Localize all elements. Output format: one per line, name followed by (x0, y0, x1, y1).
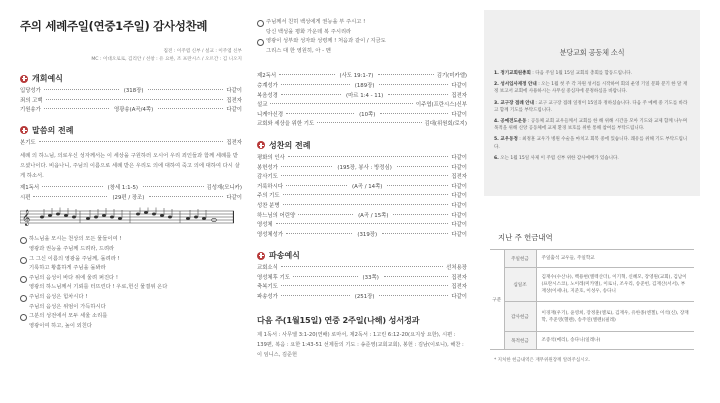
reading-rows (20, 184, 242, 203)
offering-title: 지난 주 헌금내역 (498, 233, 553, 242)
row-label: 영성체성가 (257, 231, 284, 238)
row-leader: 집전자 (451, 174, 467, 181)
notice-label: 4. 공예전도운동 (494, 119, 527, 125)
liturgy-row (257, 173, 467, 183)
row-detail: (251장) (354, 294, 375, 301)
psalm-verse: 주님의 음성은 힘차시다 ! (20, 293, 242, 303)
psalm-verse: 주님의 음성은 위엄이 가득하시다 (29, 303, 106, 310)
dot-leader (149, 196, 223, 197)
notice-label: 2. 성서입사재정 안내 (494, 82, 537, 88)
dismissal-rows (257, 264, 467, 302)
svg-text:𝄞: 𝄞 (22, 210, 31, 227)
dot-leader (317, 122, 421, 123)
dot-leader (281, 266, 443, 267)
row-label: 제1독서 (20, 185, 40, 192)
row-detail: (A곡 / 15쪽) (358, 212, 389, 219)
row-detail: (A곡 / 14쪽) (352, 183, 383, 190)
dot-leader (397, 166, 449, 167)
row-leader: 다같이 (226, 88, 243, 94)
offering-names: 김재수(수산나), 백용현(엘렉산더), 이기혁, 신혜모, 장영원(교회), 김남이(프란시스코), 노이레(미카엘), 이로니, 조우리, 송준헌, 김재산(서서), 부재상(이세나), 지준호, 이성우, 송다니 (536, 268, 694, 302)
row-label: 교회와 세상을 위한 기도 (257, 121, 315, 128)
meta-line-2: MC : 이대오로로, 김리안 / 선창 : 유 요한, 조 프란시스 / 오르간 : 김 니오지 (91, 57, 242, 62)
dot-leader (379, 295, 448, 296)
opening-rows (20, 87, 242, 116)
table-row (490, 268, 694, 302)
music-staff-icon (20, 207, 234, 227)
liturgy-row (257, 192, 467, 202)
eucharist-rows (257, 154, 467, 240)
row-leader: 다같이 (451, 183, 467, 190)
community-news-box (484, 10, 700, 196)
offering-category: 감사헌금 (504, 302, 536, 332)
row-label: 감사기도 (257, 174, 278, 181)
notice-item (494, 136, 690, 150)
meta-line-1: 집전 : 이주엽 신부 / 설교 : 이주엽 신부 (163, 49, 242, 54)
liturgy-column-2 (257, 18, 467, 361)
row-leader: 다같이 (451, 111, 468, 118)
dot-leader (293, 276, 358, 277)
dot-leader (46, 99, 224, 100)
row-leader: 김대(위원회/로지) (424, 121, 467, 128)
liturgy-row (20, 184, 242, 194)
row-detail: (창세 1:1-5) (107, 185, 138, 192)
offering-category: 주일헌금 (504, 250, 536, 268)
liturgy-row (257, 264, 467, 274)
dot-leader (44, 89, 119, 90)
row-leader: 집전자 (451, 92, 467, 99)
psalm-verse: 그분의 성전에서 모두 세울 소리를 (20, 312, 242, 322)
row-leader: 김성재(모니카) (206, 185, 242, 192)
liturgy-row (20, 106, 242, 116)
row-label: 복음성경 (257, 92, 278, 99)
liturgy-row (20, 97, 242, 107)
dot-leader (286, 185, 347, 186)
dot-leader (283, 204, 449, 205)
liturgy-row (20, 139, 242, 149)
liturgy-row (257, 72, 467, 82)
table-row (490, 332, 694, 350)
row-label: 니케아신경 (257, 111, 284, 118)
offering-category: 목적헌금 (504, 332, 536, 350)
collect-prayer-text: 세례 의 하느님, 의로우신 성자께서는 이 세상을 구원하러 오시어 우리 죄인들과 함께 세례를 받으셨나이다. 비옵나니, 주님의 이름으로 세례 받은 우리도 의에 대하여 죽고 의에 대하여 다시 살게 하소서. (20, 153, 240, 179)
dot-leader (387, 185, 448, 186)
next-week-title: 다음 주(1월15일) 연중 2주일(나해) 성서정과 (257, 314, 420, 325)
liturgy-row (257, 202, 467, 212)
notice-item (494, 155, 690, 162)
row-detail: (29편 / 장조) (112, 194, 145, 201)
psalm-verse: 주님께서 친히 백성에게 권능을 부 주시고 ! (257, 18, 467, 28)
row-leader: 집전자 (226, 97, 242, 104)
cross-icon (20, 126, 28, 134)
psalm-verse: 주님의 음성이 바다 위에 울려 퍼진다 ! (20, 274, 242, 284)
liturgy-row (257, 274, 467, 284)
psalm-verses (20, 235, 242, 331)
psalm-verse: 영광과 권능을 주님께 드려라, 드려라 (29, 245, 115, 252)
liturgy-row (257, 183, 467, 193)
dot-leader (281, 285, 449, 286)
section-heading-eucharist (257, 140, 467, 151)
liturgy-row (20, 87, 242, 97)
community-news-title: 분당교회 공동체 소식 (559, 48, 625, 57)
row-leader: 다같이 (451, 82, 468, 89)
psalm-verse: 그리스 대 한 영원히, 아 - 멘 (266, 47, 331, 54)
row-label: 설교 (257, 102, 268, 109)
psalm-verse: 하느님을 모시는 천상의 모든 물들이여 ! (20, 235, 242, 245)
row-label: 주의 기도 (257, 193, 280, 200)
cross-icon (257, 141, 265, 149)
row-leader: 다같이 (451, 294, 468, 301)
notice-text: : 공동체 교회 교우들께서 교회를 한 해 위해 시간을 모아 기도와 교제 함께 나누며 목적을 위해 신앙 공동체에 교제 환경 보호를 위한 통해 참여를 부탁드립니다. (494, 119, 688, 132)
row-label: 시편 (20, 194, 31, 201)
dot-leader (39, 141, 224, 142)
section-heading-label: 말씀의 전례 (32, 125, 74, 135)
section-heading-label: 성찬의 전례 (269, 140, 311, 150)
dot-leader (270, 103, 413, 104)
row-label: 하느님의 어린양 (257, 212, 296, 219)
dot-leader (378, 74, 433, 75)
offering-names: 주일출석 교우들, 주일학교 (536, 250, 694, 268)
dot-leader (286, 113, 354, 114)
section-heading-word (20, 125, 242, 136)
dot-leader (44, 108, 109, 109)
dot-leader (33, 196, 107, 197)
dot-leader (279, 74, 334, 75)
liturgy-row (257, 283, 467, 293)
row-leader: 다같이 (451, 193, 467, 200)
liturgy-row (257, 154, 467, 164)
row-detail: (사도 19:1-7) (339, 73, 374, 80)
notice-item (494, 70, 690, 77)
dot-leader (384, 276, 449, 277)
dot-leader (158, 108, 223, 109)
row-detail: (33쪽) (362, 274, 379, 281)
notice-item (494, 100, 690, 114)
row-label: 본기도 (20, 139, 36, 146)
dot-leader (281, 295, 350, 296)
notice-text: : 다음 주일 1월 15일 교회의 총회를 합동드립니다. (532, 71, 633, 76)
liturgy-row (257, 92, 467, 102)
psalm-verses-continued (257, 18, 467, 56)
section-heading-label: 개회예식 (32, 74, 63, 83)
row-label: 평화의 인사 (257, 154, 285, 161)
offering-table (490, 249, 694, 350)
row-detail: (195장, 봉사 : 방정심) (337, 164, 392, 171)
row-label: 영성체 (257, 222, 273, 229)
row-label: 층계성가 (257, 82, 278, 89)
liturgy-row (257, 293, 467, 303)
notice-text: : 최정훈 교우가 병원 수술을 마치고 회복 중에 있습니다. 쾌유를 위해 기도 부탁드립니다. (494, 137, 688, 150)
liturgy-row (257, 212, 467, 222)
liturgy-column-1 (20, 18, 242, 331)
page-title: 주의 세례주일(연중1주일) 감사성찬례 (20, 19, 208, 33)
row-detail: (10쪽) (359, 111, 376, 118)
liturgy-row (257, 164, 467, 174)
row-leader: 다같이 (451, 202, 467, 209)
row-label: 거룩하시다 (257, 183, 284, 190)
row-label: 축복기도 (257, 284, 278, 291)
row-leader: 다같이 (451, 212, 467, 219)
cross-icon (257, 252, 265, 260)
dot-leader (148, 89, 223, 90)
notice-text: : 교구 교구장 접례 일정이 15일과 정하셨습니다. 다음 주 예배 중 기도를 바라고 함께 기도를 부탁드립니다. (494, 100, 688, 113)
dot-leader (379, 84, 448, 85)
psalm-verse: 당신 백성을 평화 가운데 복 주시리라 (266, 28, 352, 35)
liturgy-row (257, 82, 467, 92)
notice-list (494, 70, 690, 162)
notice-label: 5. 교우동정 (494, 137, 518, 143)
dot-leader (298, 214, 353, 215)
liturgy-row (257, 221, 467, 231)
dot-leader (286, 233, 352, 234)
row-label: 교회소식 (257, 265, 278, 272)
offering-names: 이경재(우기), 윤영희, 장정훈(엘로), 김재우, 유한종(엔젤), 이석(신), 장재학, 주준영(헬렌), 송주연(엘렌)(필레) (536, 302, 694, 332)
row-label: 제2독서 (257, 73, 277, 80)
table-row (490, 250, 694, 268)
notice-item (494, 118, 690, 132)
liturgy-row (257, 231, 467, 241)
dot-leader (388, 94, 448, 95)
row-leader: 다같이 (226, 107, 242, 114)
row-detail: (마르 1:4 - 11) (345, 92, 384, 99)
row-leader: 김기(미카엘) (436, 73, 468, 80)
dot-leader (382, 233, 448, 234)
notice-text: : 오는 1월 첫 주 각 자원 성서를 시작하여 회의 운영 기일 문화 분기 한 달 재정 보고서 교회에 사용하시는 사무실 중심자에 분정하심을 바랍니다. (494, 82, 688, 95)
dot-leader (281, 166, 333, 167)
psalm-verse: 영광이 성부와 성자와 성령께 ! 처음과 같이 / 지금도 (257, 37, 467, 47)
row-label: 입당성가 (20, 88, 41, 94)
row-leader: 집전자 (451, 284, 467, 291)
officiant-info (20, 48, 242, 64)
dot-leader (380, 113, 448, 114)
row-detail: (318장) (123, 88, 144, 94)
dot-leader (281, 175, 449, 176)
dot-leader (393, 214, 448, 215)
word-rows (20, 139, 242, 149)
psalm-score-image (20, 207, 234, 227)
psalm-verse: 영광이여 하고, 높이 외친다 (29, 322, 93, 329)
liturgy-row (257, 101, 467, 111)
liturgy-row (257, 111, 467, 121)
row-leader: 집전자 (451, 274, 467, 281)
row-leader: 이주엽(프란시스)신부 (415, 102, 467, 109)
notice-label: 1. 정기교회원총회 (494, 71, 531, 76)
row-leader: 다같이 (226, 194, 243, 201)
dot-leader (143, 186, 204, 187)
offering-note: * 지처한 헌금내역은 재무위원장께 알려주십시오. (494, 358, 591, 363)
liturgy-row (20, 194, 242, 204)
row-label: 봉헌성가 (257, 164, 278, 171)
section-heading-opening (20, 73, 242, 84)
row-leader: 다같이 (451, 154, 467, 161)
row-label: 기원송가 (20, 107, 41, 114)
row-detail: (319장) (357, 231, 378, 238)
row-label: 파송성가 (257, 294, 278, 301)
dot-leader (42, 186, 103, 187)
notice-item (494, 81, 690, 95)
offering-names: 조증석(메리), 송다니(일레나) (536, 332, 694, 350)
news-column (484, 0, 720, 403)
liturgy-row (257, 120, 467, 130)
psalm-verse: 기룩하고 황홀하게 주님을 돌봐라 (29, 265, 106, 272)
cross-icon (20, 75, 28, 83)
row-label: 영성체후 기도 (257, 274, 290, 281)
psalm-verse: 영광의 하느님께서 기뢰를 터뜨린다 ! 우로,헌신 물결위 온다 (29, 284, 168, 291)
row-leader: 선처용장 (446, 265, 467, 272)
offering-category: 십일조 (504, 268, 536, 302)
row-leader: 다같이 (451, 164, 468, 171)
notice-label: 6. (494, 155, 499, 161)
row-detail: 영광송(A곡/4쪽) (114, 107, 154, 114)
second-reading-rows (257, 72, 467, 130)
section-heading-label: 파송예식 (269, 251, 300, 261)
dot-leader (281, 94, 341, 95)
dot-leader (283, 194, 449, 195)
row-leader: 집전자 (226, 139, 242, 146)
row-label: 죄의 고백 (20, 97, 43, 104)
table-row (490, 302, 694, 332)
row-leader: 다같이 (451, 222, 467, 229)
notice-label: 3. 교구장 접례 안내 (494, 100, 534, 106)
dot-leader (288, 156, 449, 157)
row-label: 성찬 분병 (257, 202, 280, 209)
next-week-readings: 제 1독서 : 사무엘 3:1-20(연배) 로마서, 제2독서 : 1고린 6:12-20(요지상 요한), 시편 : 139편, 복음 : 요한 1:43-51 선제들의 기도 : 송준영(교회교회), 봉헌 : 김남(이로니), 해찬 : 이 임니스, 김준헌 (257, 331, 464, 359)
row-leader: 다같이 (451, 231, 467, 238)
offering-group-label: 구분 (490, 250, 504, 350)
dot-leader (281, 84, 350, 85)
notice-text: 오는 1월 15일 사제 이 주엽 신부 위한 감사예배가 있습니다. (500, 155, 619, 161)
dot-leader (276, 223, 449, 224)
psalm-verse: 그 그신 이름의 영광을 주님께, 돌려라 ! (20, 255, 242, 265)
section-heading-dismissal (257, 250, 467, 261)
row-detail: (189장) (354, 82, 375, 89)
